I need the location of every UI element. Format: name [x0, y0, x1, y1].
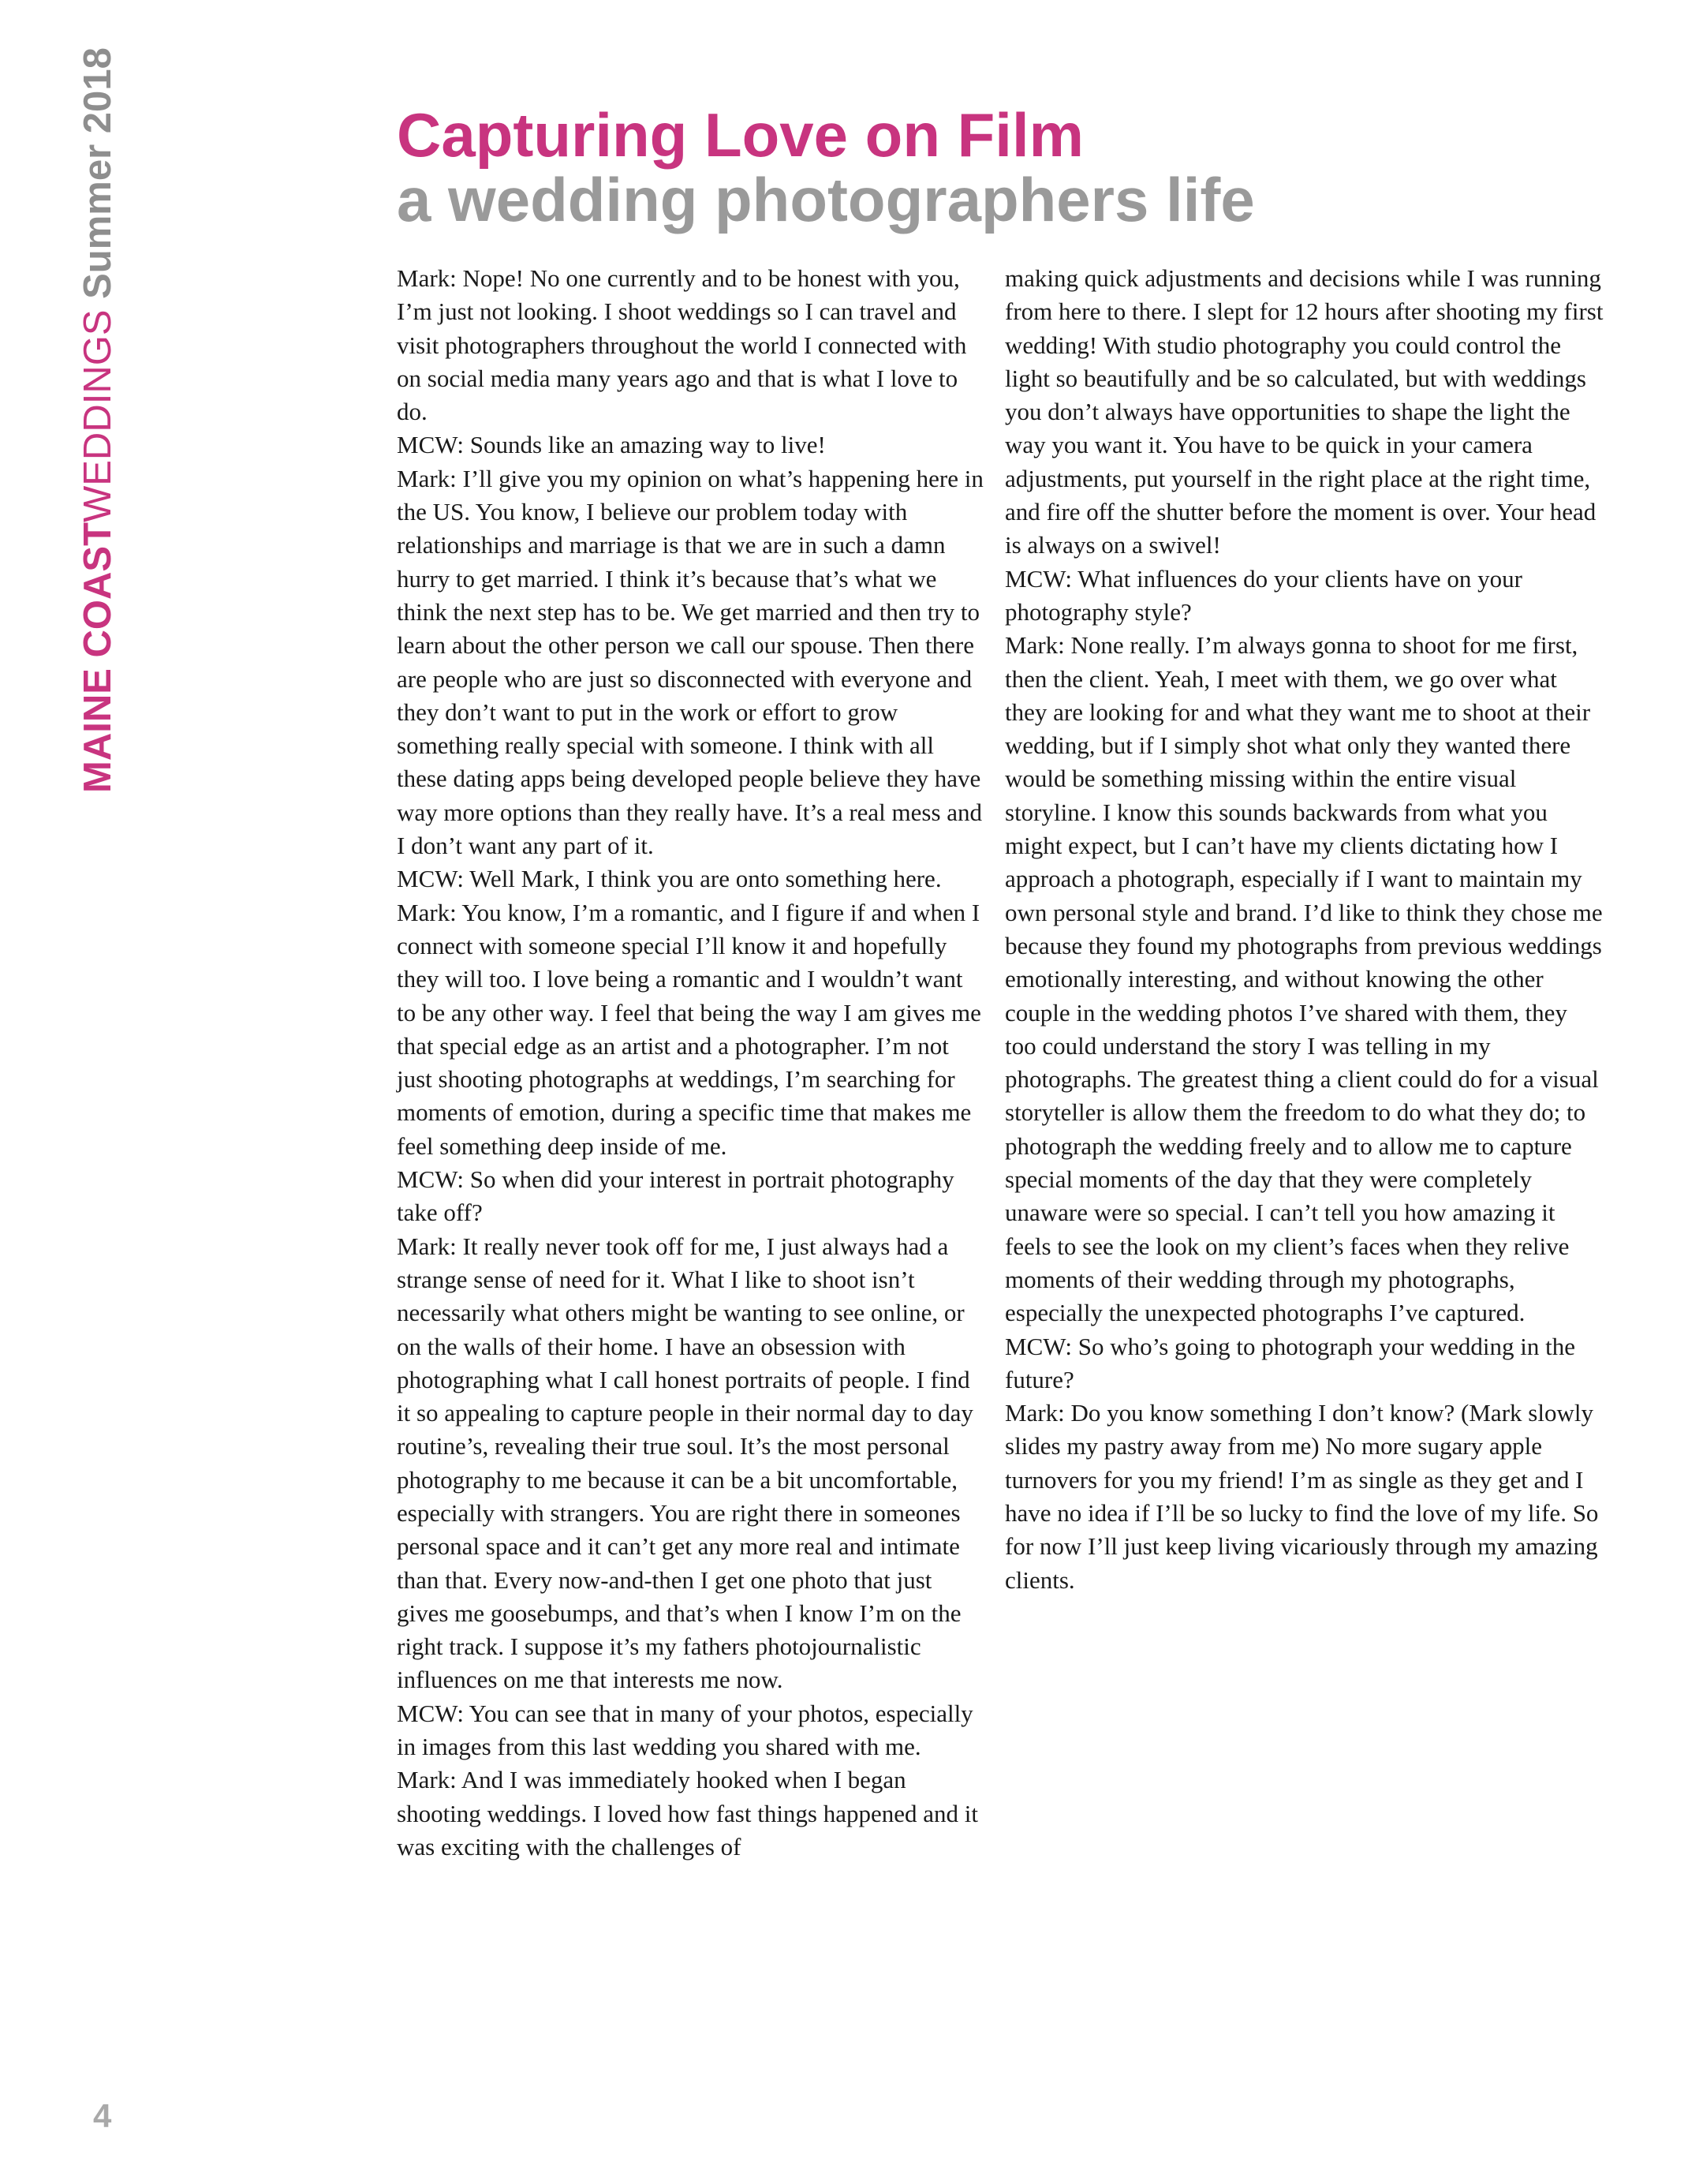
right-text-column	[1005, 262, 1604, 1597]
masthead-text	[76, 47, 120, 793]
paragraph: Mark: And I was immediately hooked when I began shooting weddings. I loved how fast things happened and it was exciting with the challenges of	[397, 1766, 979, 1861]
paragraph: MCW: So who’s going to photograph your wedding in the future?	[1005, 1332, 1576, 1393]
side-masthead	[77, 47, 119, 793]
paragraph: MCW: What influences do your clients have on your photography style?	[1005, 564, 1523, 626]
paragraph: Mark: Nope! No one currently and to be honest with you, I’m just not looking. I shoot weddings so I can travel and visit photographers throughout the world I connected with on social media many years ago and that is what I love to do.	[397, 264, 967, 426]
paragraph: Mark: It really never took off for me, I just always had a strange sense of need for it. What I like to shoot isn’t necessarily what others might be wanting to see online, or on the walls of their home. I have an obsession with photographing what I call honest portraits of people. I find it so appealing to capture people in their normal day to day routine’s, revealing their true soul. It’s the most personal photography to me because it can be a bit uncomfortable, especially with strangers. You are right there in someones personal space and it can’t get any more real and intimate than that. Every now-and-then I get one photo that just gives me goosebumps, and that’s when I know I’m on the right track. I suppose it’s my fathers photojournalistic influences on me that interests me now.	[397, 1232, 973, 1694]
issue-label: Summer 2018	[77, 47, 119, 299]
article-subtitle: a wedding photographers life	[397, 165, 1255, 234]
left-text-column	[397, 262, 984, 1864]
paragraph: MCW: So when did your interest in portrait photography take off?	[397, 1165, 954, 1227]
page-number: 4	[93, 2097, 112, 2134]
brand-name: MAINE COAST	[77, 522, 119, 793]
paragraph: Mark: I’ll give you my opinion on what’s happening here in the US. You know, I believe our problem today with relationships and marriage is that we are in such a damn hurry to get married. I think it’s because that’s what we think the next step has to be. We get married and then try to learn about the other person we call our spouse. Then there are people who are just so disconnected with everyone and they don’t want to put in the work or effort to grow something really special with someone. I think with all these dating apps being developed people believe they have way more options than they really have. It’s a real mess and I don’t want any part of it.	[397, 464, 984, 860]
paragraph: MCW: You can see that in many of your photos, especially in images from this last wedding you shared with me.	[397, 1699, 973, 1761]
paragraph: Mark: You know, I’m a romantic, and I figure if and when I connect with someone special I’ll know it and hopefully they will too. I love being a romantic and I wouldn’t want to be any other way. I feel that being the way I am gives me that special edge as an artist and a photographer. I’m not just shooting photographs at weddings, I’m searching for moments of emotion, during a specific time that makes me feel something deep inside of me.	[397, 898, 981, 1160]
paragraph: Mark: Do you know something I don’t know? (Mark slowly slides my pastry away from me) No more sugary apple turnovers for you my friend! I’m as single as they get and I have no idea if I’ll be so lucky to find the love of my life. So for now I’ll just keep living vicariously through my amazing clients.	[1005, 1399, 1599, 1594]
paragraph: Mark: None really. I’m always gonna to shoot for me first, then the client. Yeah, I meet with them, we go over what they are looking for and what they want me to shoot at their wedding, but if I simply shot what only they wanted there would be something missing within the entire visual storyline. I know this sounds backwards from what you might expect, but I can’t have my clients dictating how I approach a photograph, especially if I want to maintain my own personal style and brand. I’d like to think they chose me because they found my photographs from previous weddings emotionally interesting, and without knowing the other couple in the wedding photos I’ve shared with them, they too could understand the story I was telling in my photographs. The greatest thing a client could do for a visual storyteller is allow them the freedom to do what they do; to photograph the wedding freely and to allow me to capture special moments of the day that they were completely unaware were so special. I can’t tell you how amazing it feels to see the look on my client’s faces when they relive moments of their wedding through my photographs, especially the unexpected photographs I’ve captured.	[1005, 631, 1603, 1327]
brand-section: WEDDINGS	[77, 309, 119, 522]
article-headline	[397, 100, 1255, 234]
paragraph: making quick adjustments and decisions while I was running from here to there. I slept for 12 hours after shooting my first wedding! With studio photography you could control the light so beautifully and be so calculated, but with weddings you don’t always have opportunities to shape the light the way you want it. You have to be quick in your camera adjustments, put yourself in the right place at the right time, and fire off the shutter before the moment is over. Your head is always on a swivel!	[1005, 264, 1604, 559]
paragraph: MCW: Well Mark, I think you are onto something here.	[397, 865, 942, 893]
paragraph: MCW: Sounds like an amazing way to live!	[397, 431, 826, 459]
article-title: Capturing Love on Film	[397, 100, 1084, 170]
